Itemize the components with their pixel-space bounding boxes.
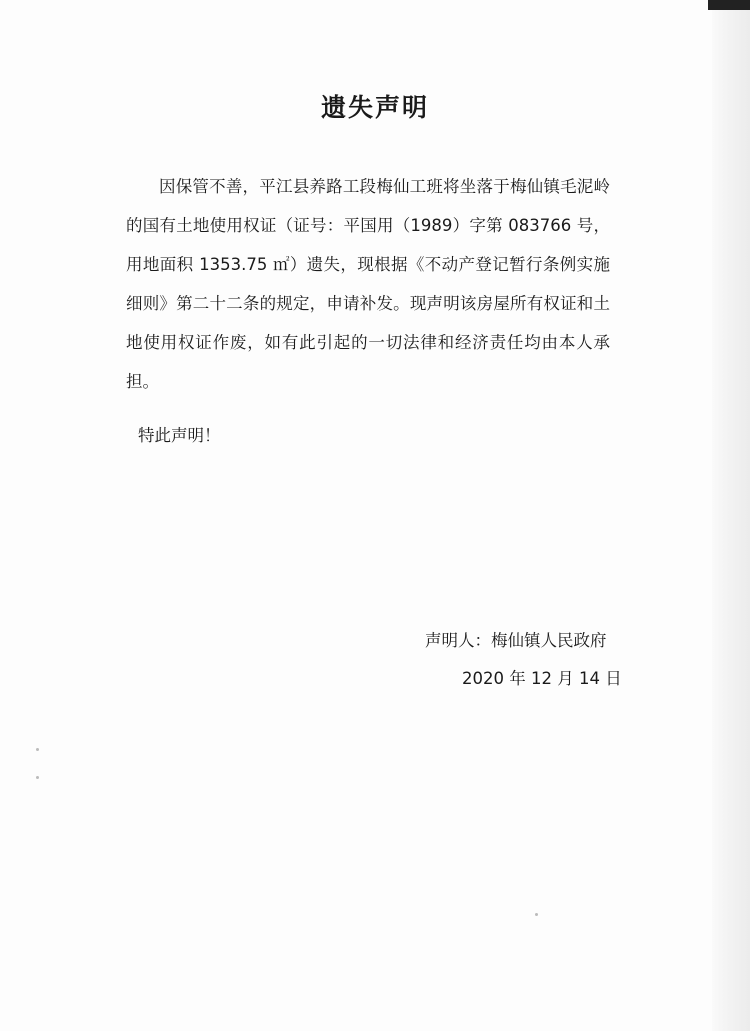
scan-speck: [36, 748, 39, 751]
document-title: 遗失声明: [320, 93, 429, 122]
scan-edge-shadow: [712, 0, 750, 1031]
date-line: 2020 年 12 月 14 日: [462, 669, 622, 688]
document-body: 因保管不善，平江县养路工段梅仙工班将坐落于梅仙镇毛泥岭的国有土地使用权证（证号：平国用（1989）字第 083766 号，用地面积 1353.75 ㎡）遗失，现根据《不动产登记暂行条例实施细则》第二十二条的规定，申请补发。现声明该房屋所有权证和土地使用权证作废，如有此引起的一切法律和经济责任均由本人承担。: [126, 177, 610, 391]
scan-speck: [535, 913, 538, 916]
scan-edge-corner: [708, 0, 750, 10]
closing-statement: 特此声明！: [138, 426, 221, 445]
scan-speck: [36, 776, 39, 779]
signer-line: 声明人：梅仙镇人民政府: [425, 631, 607, 650]
